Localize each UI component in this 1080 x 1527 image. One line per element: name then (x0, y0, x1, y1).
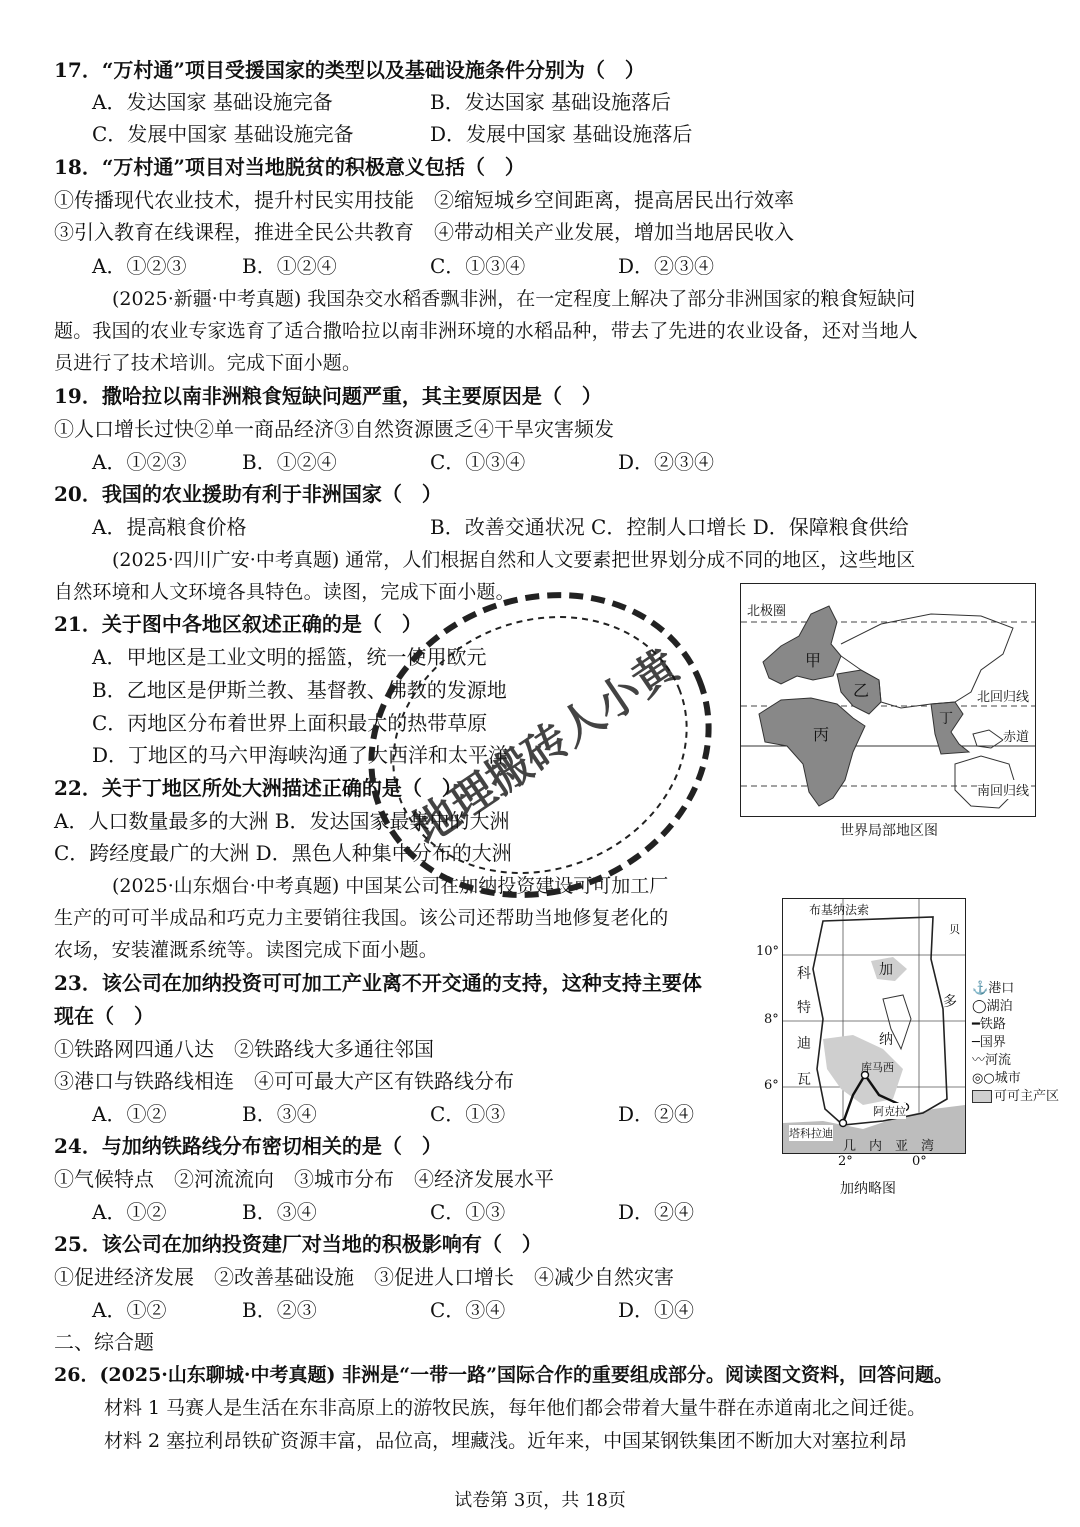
q24-option-d[interactable]: D．②④ (618, 1200, 695, 1224)
q25-option-d[interactable]: D．①④ (618, 1298, 695, 1322)
q25-option-a[interactable]: A．①② (92, 1298, 167, 1322)
q23-statement-2: ③港口与铁路线相连 ④可可最大产区有铁路线分布 (54, 1069, 514, 1093)
label-burkina-faso: 布基纳法索 (809, 903, 870, 917)
q25-statements: ①促进经济发展 ②改善基础设施 ③促进人口增长 ④减少自然灾害 (54, 1265, 674, 1289)
label-cote-3: 迪 (797, 1036, 811, 1052)
label-arctic-circle: 北极圈 (747, 604, 787, 619)
q17-option-d[interactable]: D．发展中国家 基础设施落后 (430, 122, 693, 146)
q22-stem: 22．关于丁地区所处大洲描述正确的是（ ） (54, 776, 462, 800)
q23-stem-line1: 23．该公司在加纳投资可可加工产业离不开交通的支持，这种支持主要体 (54, 971, 702, 995)
intro19-line3: 员进行了技术培训。完成下面小题。 (54, 352, 362, 374)
label-togo: 多 (943, 994, 957, 1010)
legend-rail: ━铁路 (972, 1017, 1006, 1032)
label-cote-2: 特 (797, 1000, 811, 1016)
q18-option-b[interactable]: B．①②④ (242, 254, 337, 278)
q17-option-c[interactable]: C．发展中国家 基础设施完备 (92, 122, 354, 146)
q23-option-c[interactable]: C．①③ (430, 1102, 506, 1126)
intro23-line1: (2025·山东烟台·中考真题) 中国某公司在加纳投资建设可可加工厂 (112, 875, 669, 897)
q19-statements: ①人口增长过快②单一商品经济③自然资源匮乏④干旱灾害频发 (54, 417, 614, 441)
watermark-text: 地理搬砖人小黄 (403, 640, 688, 855)
label-equator: 赤道 (1003, 726, 1029, 745)
q21-option-c[interactable]: C．丙地区分布着世界上面积最大的热带草原 (92, 711, 488, 735)
label-cote-1: 科 (797, 966, 811, 982)
city-takoradi (840, 1120, 847, 1127)
label-ghana-1: 加 (879, 962, 893, 978)
label-accra: 阿克拉 (873, 1105, 906, 1118)
legend-border: ─国界 (972, 1035, 1006, 1050)
label-ghana-2: 纳 (879, 1032, 893, 1048)
q23-statement-1: ①铁路网四通八达 ②铁路线大多通往邻国 (54, 1037, 434, 1061)
q20-options-bcd[interactable]: B．改善交通状况 C．控制人口增长 D．保障粮食供给 (430, 515, 909, 539)
q20-option-a[interactable]: A．提高粮食价格 (92, 515, 247, 539)
ghana-map-caption: 加纳略图 (840, 1181, 896, 1197)
q19-option-b[interactable]: B．①②④ (242, 450, 337, 474)
q19-stem: 19．撒哈拉以南非洲粮食短缺问题严重，其主要原因是（ ） (54, 384, 602, 408)
ghana-map-figure (782, 898, 966, 1154)
q25-option-b[interactable]: B．②③ (242, 1298, 317, 1322)
q24-option-b[interactable]: B．③④ (242, 1200, 317, 1224)
lake-icon: ◯ (972, 999, 987, 1014)
q19-option-a[interactable]: A．①②③ (92, 450, 187, 474)
world-map-figure (740, 583, 1036, 817)
q25-stem: 25．该公司在加纳投资建厂对当地的积极影响有（ ） (54, 1232, 542, 1256)
border-icon: ─ (972, 1035, 980, 1050)
ghana-map-legend (972, 980, 1078, 1106)
q24-option-c[interactable]: C．①③ (430, 1200, 506, 1224)
q24-stem: 24．与加纳铁路线分布密切相关的是（ ） (54, 1134, 442, 1158)
intro19-line2: 题。我国的农业专家选育了适合撒哈拉以南非洲环境的水稻品种，带去了先进的农业设备，还对当地人 (54, 320, 919, 342)
anchor-icon: ⚓ (972, 981, 989, 996)
q22-options-ab[interactable]: A．人口数量最多的大洲 B．发达国家最集中的大洲 (54, 809, 510, 833)
label-jia: 甲 (805, 651, 822, 670)
label-lon-0: 0° (912, 1154, 927, 1169)
q19-option-c[interactable]: C．①③④ (430, 450, 526, 474)
region-bing-africa (759, 698, 865, 806)
label-lat-6: 6° (764, 1078, 779, 1093)
q22-options-cd[interactable]: C．跨经度最广的大洲 D．黑色人种集中分布的大洲 (54, 841, 512, 865)
q26-material-2: 材料 2 塞拉利昂铁矿资源丰富，品位高，埋藏浅。近年来，中国某钢铁集团不断加大对塞拉利昂 (104, 1430, 908, 1452)
label-takoradi: 塔科拉迪 (789, 1127, 833, 1140)
islands-outline (973, 730, 1003, 748)
label-lon-2: 2° (838, 1154, 853, 1169)
q23-option-d[interactable]: D．②④ (618, 1102, 695, 1126)
label-cote-4: 瓦 (797, 1072, 811, 1088)
world-map-caption: 世界局部地区图 (840, 823, 938, 839)
q23-stem-line2: 现在（ ） (54, 1004, 154, 1028)
label-gulf-of-guinea: 几 内 亚 湾 (843, 1139, 935, 1154)
label-ding: 丁 (939, 711, 953, 727)
intro21-line2: 自然环境和人文环境各具特色。读图，完成下面小题。 (54, 581, 515, 603)
legend-lake: ◯湖泊 (972, 999, 1013, 1014)
cocoa-area-icon (972, 1090, 992, 1103)
q18-statement-2: ③引入教育在线课程，推进全民公共教育 ④带动相关产业发展，增加当地居民收入 (54, 220, 794, 244)
label-tropic-of-capricorn: 南回归线 (977, 780, 1029, 799)
legend-port: ⚓港口 (972, 981, 1015, 996)
q18-option-a[interactable]: A．①②③ (92, 254, 187, 278)
q18-option-d[interactable]: D．②③④ (618, 254, 715, 278)
q17-option-b[interactable]: B．发达国家 基础设施落后 (430, 90, 672, 114)
legend-city: ◎○城市 (972, 1071, 1021, 1086)
label-kumasi: 库马西 (861, 1061, 894, 1074)
q21-option-a[interactable]: A．甲地区是工业文明的摇篮，统一使用欧元 (92, 645, 487, 669)
label-tropic-of-cancer: 北回归线 (977, 686, 1029, 705)
q21-option-b[interactable]: B．乙地区是伊斯兰教、基督教、佛教的发源地 (92, 678, 507, 702)
q21-option-d[interactable]: D．丁地区的马六甲海峡沟通了大西洋和太平洋 (92, 743, 509, 767)
q25-option-c[interactable]: C．③④ (430, 1298, 506, 1322)
q26-stem: 26．(2025·山东聊城·中考真题) 非洲是“一带一路”国际合作的重要组成部分。阅读图文资料，回答问题。 (54, 1364, 954, 1386)
label-lat-10: 10° (756, 944, 780, 959)
q20-stem: 20．我国的农业援助有利于非洲国家（ ） (54, 482, 442, 506)
city-icon: ◎○ (972, 1071, 995, 1086)
intro19-line1: (2025·新疆·中考真题) 我国杂交水稻香飘非洲，在一定程度上解决了部分非洲国家的粮食短缺问 (112, 288, 916, 310)
q17-option-a[interactable]: A．发达国家 基础设施完备 (92, 90, 333, 114)
label-lat-8: 8° (764, 1012, 779, 1027)
river-icon: 〰 (972, 1053, 986, 1068)
label-bing: 丙 (813, 725, 830, 744)
section-2-title: 二、综合题 (54, 1330, 154, 1354)
q18-option-c[interactable]: C．①③④ (430, 254, 526, 278)
legend-river: 〰河流 (972, 1053, 1012, 1068)
intro21-line1: (2025·四川广安·中考真题) 通常，人们根据自然和人文要素把世界划分成不同的地区，这些地区 (112, 549, 916, 571)
legend-cocoa: 可可主产区 (972, 1088, 1078, 1106)
label-yi: 乙 (853, 681, 870, 700)
label-benin: 贝 (949, 923, 960, 936)
q18-statement-1: ①传播现代农业技术，提升村民实用技能 ②缩短城乡空间距离，提高居民出行效率 (54, 188, 794, 212)
q18-stem: 18．“万村通”项目对当地脱贫的积极意义包括（ ） (54, 155, 525, 179)
q19-option-d[interactable]: D．②③④ (618, 450, 715, 474)
q23-option-b[interactable]: B．③④ (242, 1102, 317, 1126)
q23-option-a[interactable]: A．①② (92, 1102, 167, 1126)
rail-icon: ━ (972, 1017, 980, 1032)
page-footer: 试卷第 3页，共 18页 (454, 1490, 626, 1511)
intro23-line3: 农场，安装灌溉系统等。读图完成下面小题。 (54, 939, 439, 961)
intro23-line2: 生产的可可半成品和巧克力主要销往我国。该公司还帮助当地修复老化的 (54, 907, 669, 929)
q17-stem: 17．“万村通”项目受援国家的类型以及基础设施条件分别为（ ） (54, 58, 645, 82)
q24-statements: ①气候特点 ②河流流向 ③城市分布 ④经济发展水平 (54, 1167, 554, 1191)
q24-option-a[interactable]: A．①② (92, 1200, 167, 1224)
q26-material-1: 材料 1 马赛人是生活在东非高原上的游牧民族，每年他们都会带着大量牛群在赤道南北之间迁徙。 (104, 1397, 927, 1419)
q21-stem: 21．关于图中各地区叙述正确的是（ ） (54, 612, 422, 636)
